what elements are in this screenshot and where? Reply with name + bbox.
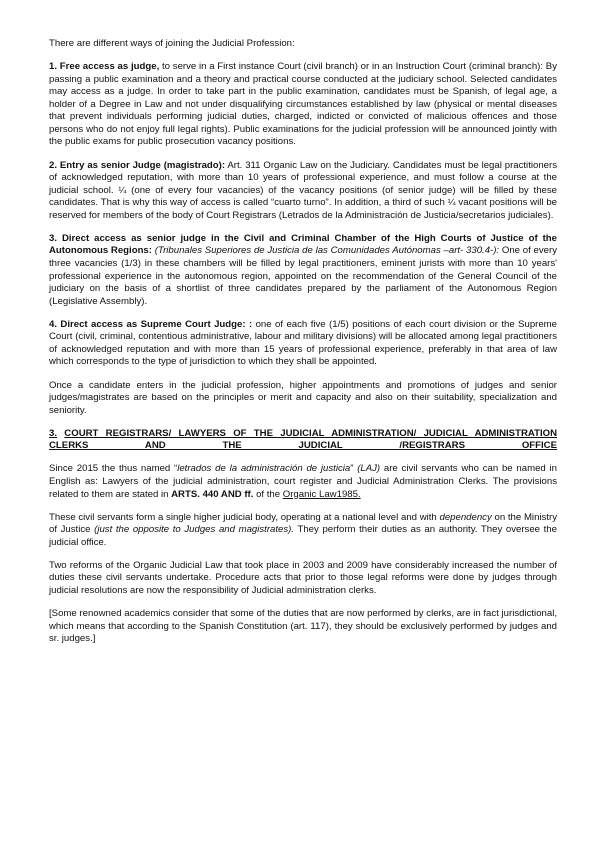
civil-text-b: on the Ministry of Justice (49, 511, 557, 536)
since-text-d: of the (253, 488, 283, 500)
item-high-courts-italic: (Tribunales Superiores de Justicia de las Comunidades Autónomas –art- 330.4-): (151, 245, 500, 257)
organic-law-link[interactable]: Organic Law1985. (282, 488, 361, 500)
section-3-number: 3. (49, 427, 58, 439)
item-supreme-court-access (49, 319, 557, 369)
civil-text-c: They perform their duties as an authority. They oversee the judicial office. (49, 524, 557, 548)
civil-italic-dependency: dependency (439, 511, 492, 523)
since-text-b: ” (350, 463, 358, 475)
item-free-access (49, 61, 557, 149)
item-high-courts-title: 3. Direct access as senior judge in the Civil and Criminal Chamber of the High Courts of Justice of the Autonomous Regions: (49, 232, 557, 257)
intro-text: There are different ways of joining the Judicial Profession: (49, 38, 295, 49)
item-supreme-court-title: 4. Direct access as Supreme Court Judge: : (49, 318, 253, 330)
section-3-title: COURT REGISTRARS/ LAWYERS OF THE JUDICIAL ADMINISTRATION/ JUDICIAL ADMINISTRATION CLERKS AND THE JUDICIAL /REGISTRARS OFFICE (49, 427, 558, 452)
reforms-text: Two reforms of the Organic Judicial Law that took place in 2003 and 2009 have considerably increased the number of duties these civil servants undertake. Procedure acts that prior to those legal reforms were done by judges through judicial resolutions are now the responsibility of Judicial administration clerks. (49, 559, 557, 597)
promotion-text: Once a candidate enters in the judicial profession, higher appointments and promotions of judges and senior judges/magistrates are based on the principles or merit and capacity and also on their suitability, specialization and seniority. (49, 379, 557, 416)
promotion-paragraph (49, 380, 557, 418)
bracket-note-text: [Some renowned academics consider that some of the duties that are now performed by clerks, are in fact jurisdictional, which means that according to the Spanish Constitution (art. 117), they should be exclusively performed by judges and sr. judges.] (49, 608, 557, 645)
since-italic-letrados: letrados de la administración de justicia (177, 463, 351, 475)
civil-text-a: These civil servants form a single higher judicial body, operating at a national level and with (49, 511, 440, 523)
item-senior-judge-title: 2. Entry as senior Judge (magistrado): (49, 159, 226, 171)
item-free-access-title: 1. Free access as judge, (49, 61, 160, 73)
reforms-paragraph (49, 560, 557, 598)
civil-servants-paragraph (49, 512, 557, 550)
item-free-access-body: to serve in a First instance Court (civil branch) or in an Instruction Court (criminal branch): By passing a public examination and a theory and practical course conducted at the judiciary school. Selected candidates may access as a judge. In order to take part in the public examination, candidates must be Spanish, of legal age, a holder of a Degree in Law and not under disqualifying circumstances established by law (physical or mental diseases that prevent individuals performing judicial duties, charged, indicted or convicted of malicious offences and those persons who do not enjoy full legal rights). Public examinations for the judicial profession will be announced jointly with the public exams for public prosecution vacancy positions. (49, 61, 557, 148)
intro-paragraph (49, 38, 557, 51)
item-supreme-court-body: one of each five (1/5) positions of each court division or the Supreme Court (civil, criminal, contentious administrative, labour and military divisions) will be allocated among legal practitioners of acknowledged reputation and with more than 15 years of professional experience, preferably in that area of law which corresponds to the type of jurisdiction to which they shall be appointed. (49, 318, 558, 368)
since-bold-arts: ARTS. 440 AND ff. (171, 488, 254, 500)
bracket-note-paragraph (49, 608, 557, 646)
item-high-courts-access (49, 233, 557, 308)
since-text-a: Since 2015 the thus named “ (49, 463, 178, 475)
civil-italic-opposite: (just the opposite to Judges and magistrates). (94, 524, 295, 536)
item-senior-judge-body: Art. 311 Organic Law on the Judiciary. Candidates must be legal practitioners of acknowledged reputation, with more than 10 years of professional experience, and must follow a course at the judicial school. ¼ (one of every four vacancies) of the vacancy positions (of senior judge) will be filled by these candidates. That is why this way of access is called “cuarto turno”. In addition, a third of such ¼ vacant positions will be reserved for members of the body of Court Registrars (Letrados de la Administración de Justicia/secretarios judiciales). (49, 159, 557, 221)
item-senior-judge-entry (49, 160, 557, 223)
since-italic-laj: (LAJ) (357, 463, 381, 475)
since-text-c: are civil servants who can be named in English as: Lawyers of the judicial administration, court register and Judicial Administration Clerks. The provisions related to them are stated in (49, 463, 557, 500)
section-3-heading (49, 428, 557, 453)
item-high-courts-body: One of every three vacancies (1/3) in these chambers will be filled by legal practitioners, eminent jurists with more than 10 years' professional experience in the autonomous region, appointed on the recommendation of the General Council of the judiciary on the basis of a shortlist of three candidates prepared by the parliament of the Autonomous Region (Legislative Assembly). (49, 245, 557, 307)
since-2015-paragraph (49, 463, 557, 501)
document-page (49, 38, 557, 656)
